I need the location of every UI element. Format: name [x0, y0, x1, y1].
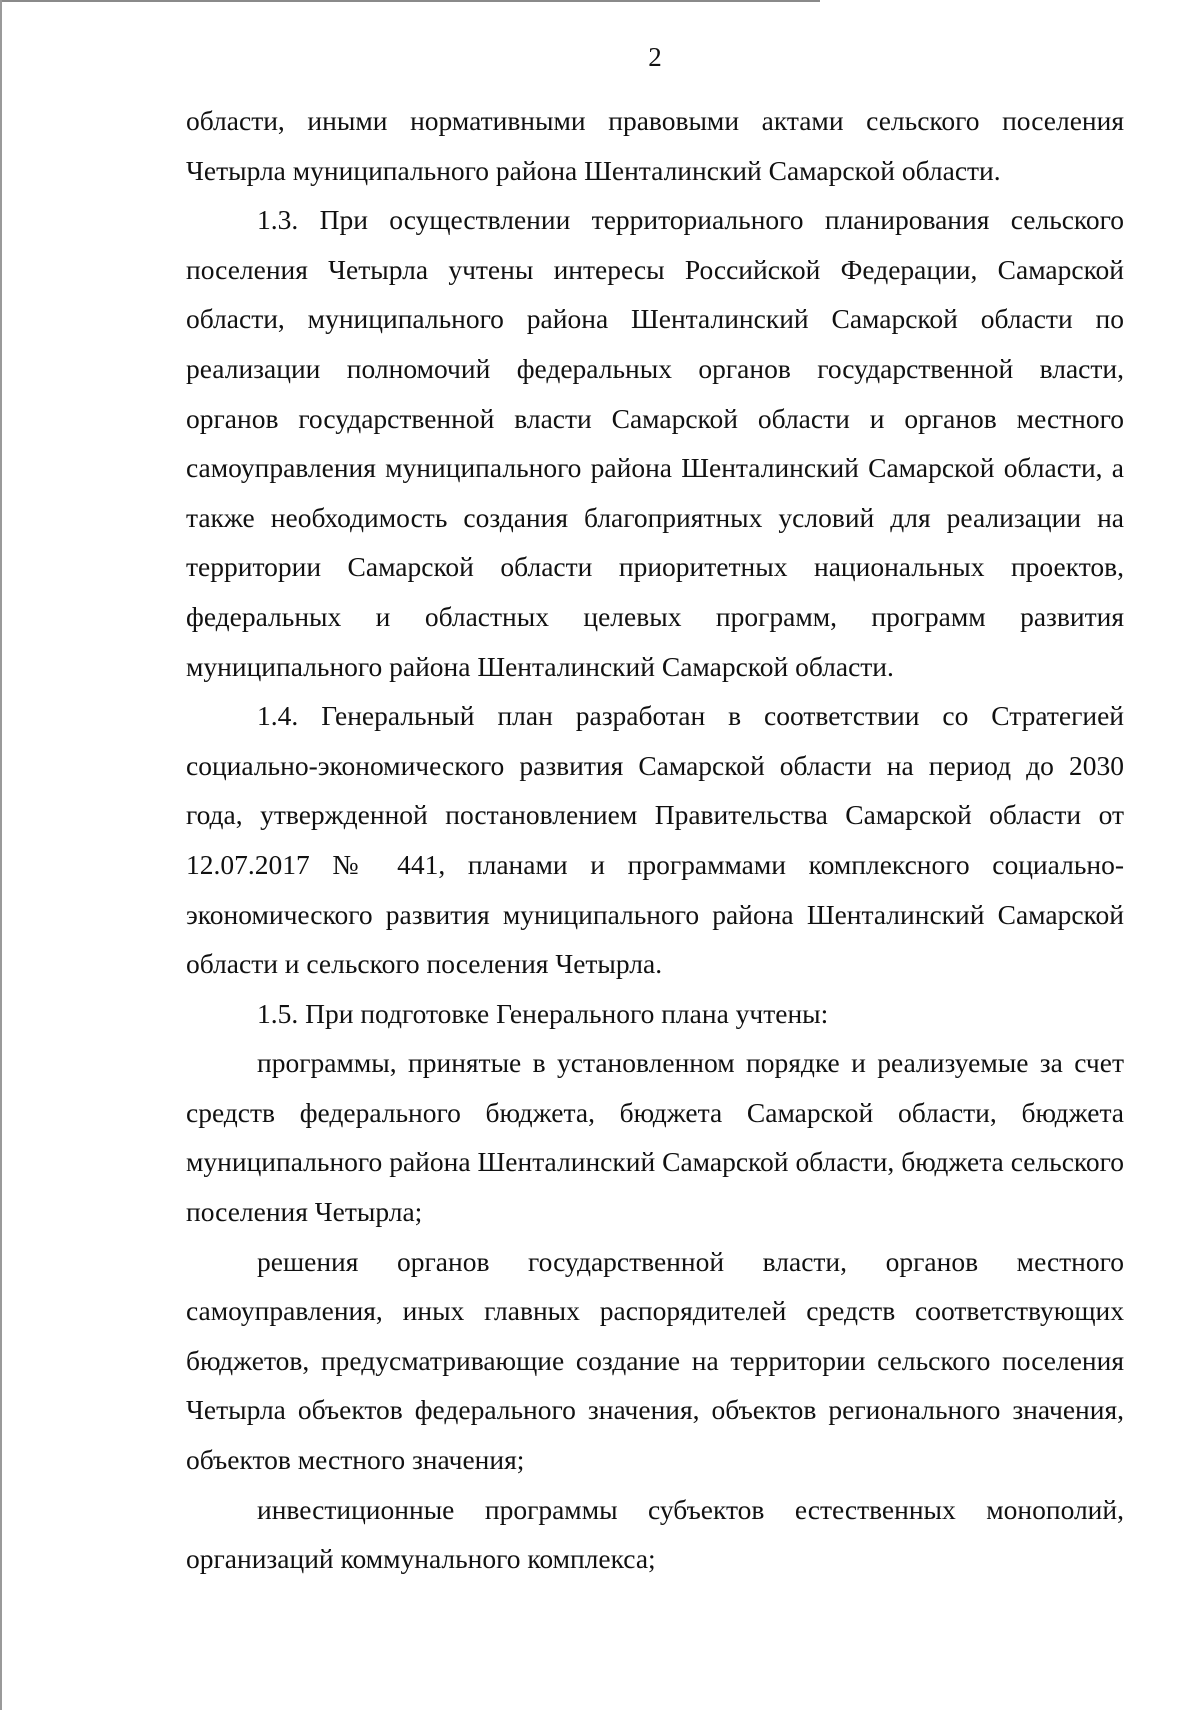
paragraph-1-4: 1.4. Генеральный план разработан в соответствии со Стратегией социально-экономического развития Самарской области на период до 2030 года, утвержденной постановлением Правительства Самарской области от 12.07.2017 № 441, планами и программами комплексного социально-экономического развития муниципального района Шенталинский Самарской области и сельского поселения Четырла.	[186, 700, 1124, 980]
document-body	[186, 96, 1124, 1584]
list-item-investment-programs: инвестиционные программы субъектов естественных монополий, организаций коммунального комплекса;	[186, 1493, 1124, 1575]
scan-edge-left	[0, 0, 2, 1710]
list-item-decisions: решения органов государственной власти, органов местного самоуправления, иных главных распорядителей средств соответствующих бюджетов, предусматривающие создание на территории сельского поселения Четырла объектов федерального значения, объектов регионального значения, объектов местного значения;	[186, 1245, 1124, 1476]
page-number: 2	[648, 42, 662, 72]
paragraph-continuation: области, иными нормативными правовыми актами сельского поселения Четырла муниципального района Шенталинский Самарской области.	[186, 105, 1124, 186]
list-item-programs: программы, принятые в установленном порядке и реализуемые за счет средств федерального бюджета, бюджета Самарской области, бюджета муниципального района Шенталинский Самарской области, бюджета сельского поселения Четырла;	[186, 1047, 1124, 1228]
paragraph-1-5: 1.5. При подготовке Генерального плана учтены:	[257, 997, 829, 1029]
paragraph-1-3: 1.3. При осуществлении территориального планирования сельского поселения Четырла учтены интересы Российской Федерации, Самарской области, муниципального района Шенталинский Самарской области по реализации полномочий федеральных органов государственной власти, органов государственной власти Самарской области и органов местного самоуправления муниципального района Шенталинский Самарской области, а также необходимость создания благоприятных условий для реализации на территории Самарской области приоритетных национальных проектов, федеральных и областных целевых программ, программ развития муниципального района Шенталинский Самарской области.	[186, 204, 1124, 682]
scan-edge-top	[0, 0, 820, 2]
